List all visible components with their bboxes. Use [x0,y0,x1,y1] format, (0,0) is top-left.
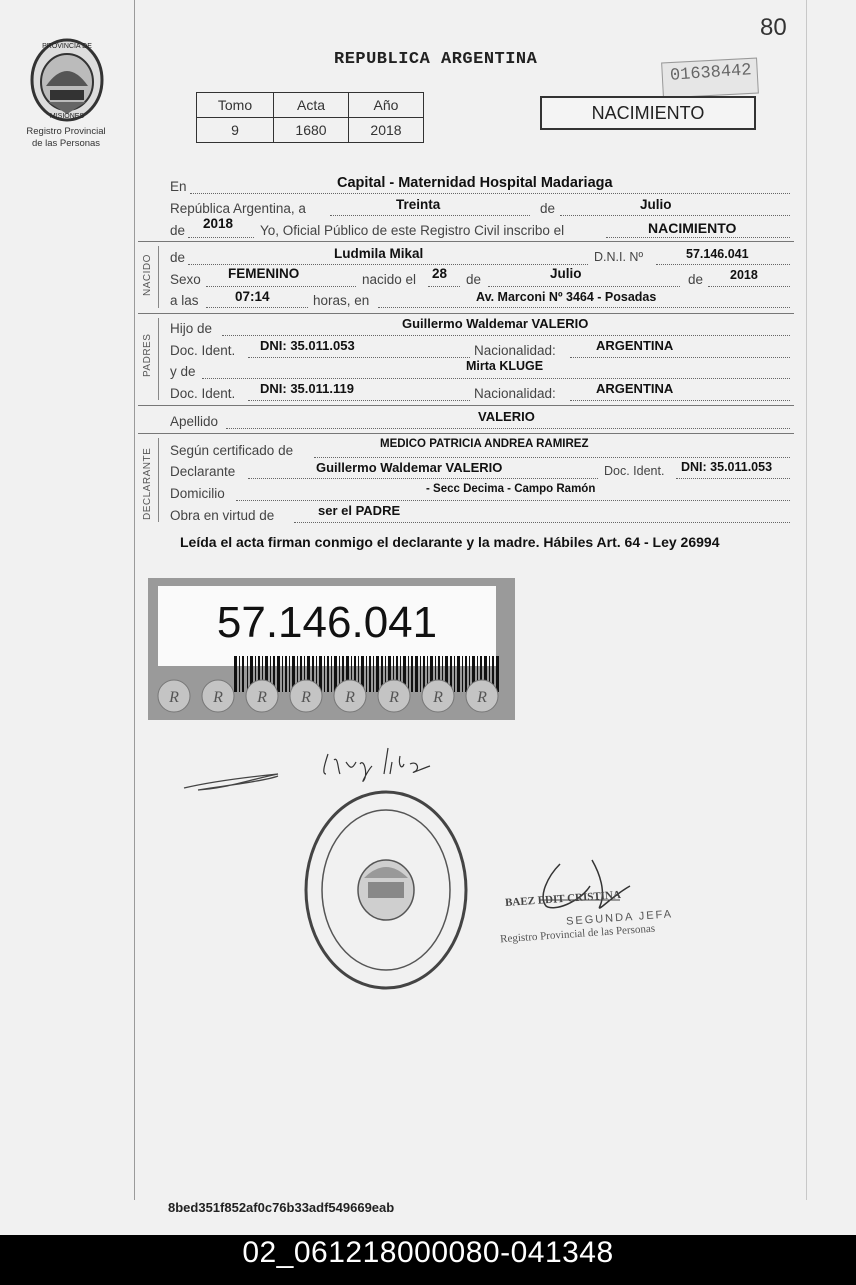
table-row [197,118,424,143]
dotted-line [378,307,790,308]
father-name-value: Guillermo Waldemar VALERIO [402,316,589,331]
declarante-doc-value: DNI: 35.011.053 [681,460,773,474]
bottom-barcode-text: 02_061218000080-041348 [242,1236,614,1269]
doc-ident-label: Doc. Ident. [170,386,236,401]
dotted-line [236,500,790,501]
nacido-section-label: NACIDO [142,254,153,296]
table-cell-acta: 1680 [274,118,349,143]
birth-month-value: Julio [550,266,582,281]
section-bracket [158,438,159,522]
pattern-letter: R [213,689,223,706]
pattern-letter: R [301,689,311,706]
nacionalidad-label: Nacionalidad: [474,386,556,401]
serial-number: 01638442 [669,61,753,86]
security-pattern-row [154,672,514,720]
mother-doc-value: DNI: 35.011.119 [260,381,354,396]
dotted-line [330,215,530,216]
father-doc-value: DNI: 35.011.053 [260,338,355,353]
dotted-line [570,400,790,401]
doc-ident-label: Doc. Ident. [604,464,665,478]
certificado-value: MEDICO PATRICIA ANDREA RAMIREZ [380,438,589,450]
dni-label-card [148,578,515,720]
dotted-line [428,286,460,287]
de-label: de [540,201,556,216]
horas-en-label: horas, en [313,293,370,308]
child-name-value: Ludmila Mikal [334,246,424,261]
dotted-line [676,478,790,479]
right-margin-line [806,0,807,1200]
birth-day-value: 28 [432,266,448,281]
mother-nationality-value: ARGENTINA [596,381,674,396]
table-cell-tomo: 9 [197,118,274,143]
apellido-value: VALERIO [478,409,535,424]
declarante-section-label: DECLARANTE [142,447,153,520]
dotted-line [294,522,790,523]
sexo-value: FEMENINO [228,266,300,281]
dni-label: D.N.I. Nº [594,250,644,264]
pattern-letter: R [169,689,179,706]
section-bracket [158,246,159,308]
de-label: de [170,223,186,238]
margin-line [134,0,135,1200]
security-pattern [154,672,514,720]
de-label: de [170,250,186,265]
table-header-tomo: Tomo [197,93,274,118]
dotted-line [206,307,308,308]
father-nationality-value: ARGENTINA [596,338,674,353]
dotted-line [226,428,790,429]
section-divider [138,313,794,314]
mother-name-value: Mirta KLUGE [466,359,544,373]
dotted-line [188,237,254,238]
tomo-acta-table [196,92,424,143]
birth-year-value: 2018 [730,268,758,282]
dotted-line [206,286,356,287]
dotted-line [202,378,790,379]
republica-label: República Argentina, a [170,201,306,216]
domicilio-value: - Secc Decima - Campo Ramón [426,483,596,495]
dotted-line [190,193,790,194]
section-divider [138,405,794,406]
legal-note: Leída el acta firman conmigo el declarante y la madre. Hábiles Art. 64 - Ley 26994 [180,534,720,550]
a-las-label: a las [170,293,199,308]
dotted-line [488,286,680,287]
place-value: Capital - Maternidad Hospital Madariaga [337,175,613,191]
nacido-el-label: nacido el [362,272,417,287]
dotted-line [560,215,790,216]
table-header-anio: Año [349,93,424,118]
table-header-acta: Acta [274,93,349,118]
dni-big-number: 57.146.041 [216,598,438,647]
officer-name: BAEZ EDIT CRISTINA [504,888,622,910]
dotted-line [248,357,470,358]
declarante-label: Declarante [170,464,236,479]
birth-time-value: 07:14 [235,289,270,304]
official-stamp [300,786,472,994]
de-label: de [466,272,482,287]
pattern-letter: R [257,689,267,706]
seal-top-text: PROVINCIA DE [42,43,92,50]
pattern-letter: R [477,689,487,706]
padres-section-label: PADRES [142,333,153,377]
province-seal-logo [28,36,106,124]
section-divider [138,433,794,434]
officer-signature-scribble [520,856,640,920]
dotted-line [222,335,790,336]
document-title: REPUBLICA ARGENTINA [334,50,538,69]
year-value: 2018 [203,216,234,231]
y-de-label: y de [170,364,196,379]
domicilio-label: Domicilio [170,486,225,501]
logo-caption [14,126,118,150]
dotted-line [708,286,790,287]
oficial-text: Yo, Oficial Público de este Registro Civil inscribo el [260,223,565,238]
pattern-letter: R [389,689,399,706]
inscribe-value: NACIMIENTO [648,220,737,236]
obra-value: ser el PADRE [318,503,401,518]
logo-caption-line2: de las Personas [31,138,101,149]
declarante-value: Guillermo Waldemar VALERIO [316,460,503,475]
certificado-label: Según certificado de [170,443,294,458]
page-number: 80 [760,14,787,41]
seal-bottom-text: MISIONES [49,113,85,120]
officer-organization: Registro Provincial de las Personas [499,922,656,946]
dotted-line [570,357,790,358]
hijo-de-label: Hijo de [170,321,213,336]
pattern-letter: R [433,689,443,706]
pattern-letter: R [345,689,355,706]
obra-label: Obra en virtud de [170,508,275,523]
section-divider [138,241,794,242]
dotted-line [248,478,598,479]
document-type-box: NACIMIENTO [540,96,756,130]
dotted-line [188,264,588,265]
en-label: En [170,179,187,194]
de-label: de [688,272,704,287]
day-value: Treinta [396,197,441,212]
month-value: Julio [640,197,672,212]
apellido-label: Apellido [170,414,219,429]
child-dni-value: 57.146.041 [686,247,749,261]
table-header-row [197,93,424,118]
officer-role: SEGUNDA JEFA [565,908,674,928]
dotted-line [314,457,790,458]
dni-label-panel [158,586,496,666]
document-hash: 8bed351f852af0c76b33adf549669eab [168,1200,395,1215]
birth-place-value: Av. Marconi Nº 3464 - Posadas [476,290,657,304]
logo-caption-line1: Registro Provincial [26,126,106,137]
dotted-line [248,400,470,401]
dotted-line [656,264,790,265]
dotted-line [606,237,790,238]
doc-ident-label: Doc. Ident. [170,343,236,358]
table-cell-anio: 2018 [349,118,424,143]
section-bracket [158,318,159,400]
nacionalidad-label: Nacionalidad: [474,343,556,358]
sexo-label: Sexo [170,272,201,287]
